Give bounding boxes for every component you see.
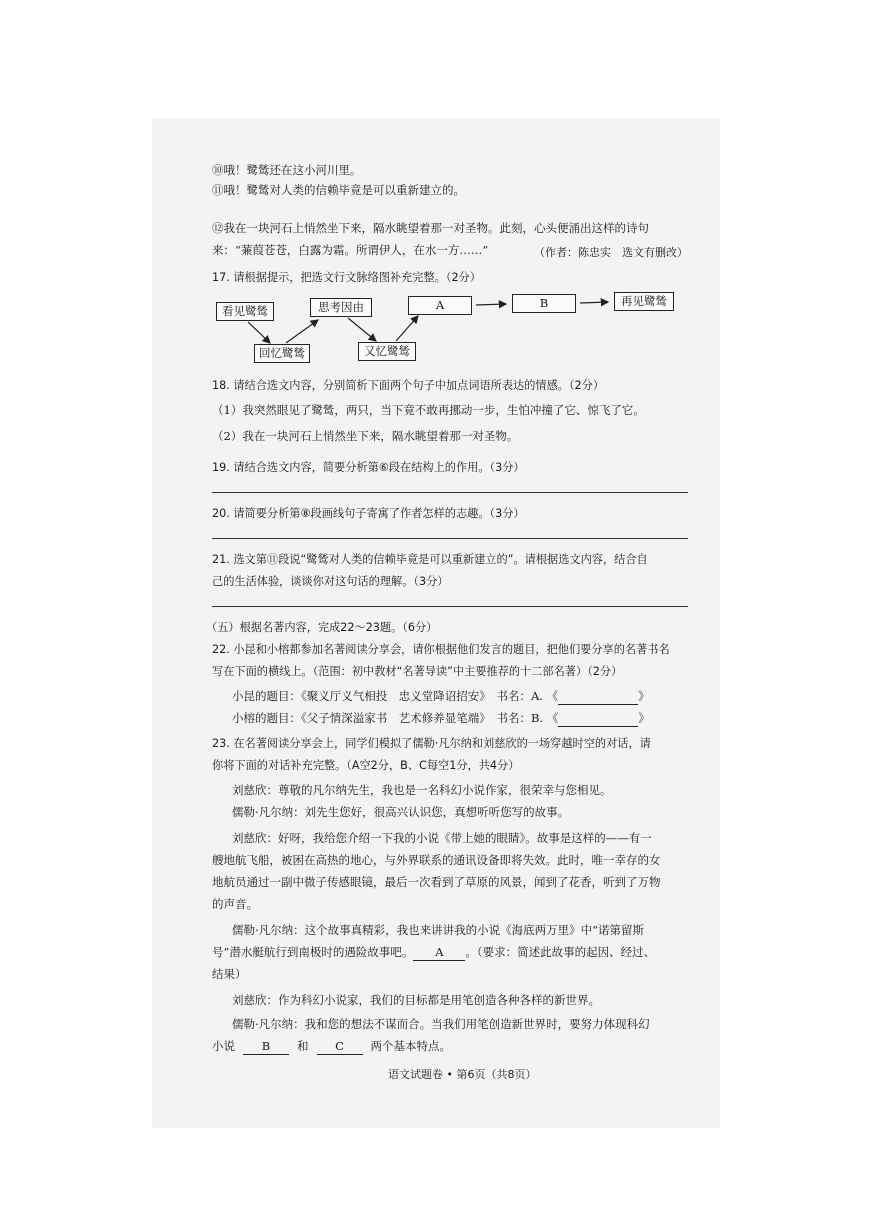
question-17: 17. 请根据提示，把选文行文脉络图补充完整。（2分） [212, 271, 481, 284]
passage-source: （作者：陈忠实 选文有删改） [534, 246, 688, 259]
flow-box-see-again: 再见鹭鸶 [614, 292, 674, 311]
passage-paragraph-12-line1: ⑫我在一块河石上悄然坐下来，隔水眺望着那一对圣物。此刻，心头便涌出这样的诗句 [212, 221, 649, 235]
arrow-recall-to-think [286, 320, 318, 343]
question-19: 19. 请结合选文内容，简要分析第⑥段在结构上的作用。（3分） [212, 461, 525, 474]
dialogue-blank-c[interactable]: C [317, 1038, 363, 1055]
dialogue-blank-a[interactable]: A [413, 944, 465, 961]
question-23-line2: 你将下面的对话补充完整。（A空2分，B、C每空1分，共4分） [212, 759, 520, 772]
dialogue-liu-2-line3: 地航员通过一副中微子传感眼镜，最后一次看到了草原的风景，闻到了花香，听到了万物 [212, 875, 661, 889]
dialogue-blank-b[interactable]: B [243, 1038, 289, 1055]
flow-box-recall: 回忆鹭鸶 [254, 344, 310, 363]
kun-title-text: 小昆的题目：《聚义厅义气相投 忠义堂降诏招安》 书名：A. 《 [232, 689, 559, 703]
dialogue-verne-2-line2 [212, 944, 655, 961]
question-21-line2: 己的生活体验，谈谈你对这句话的理解。（3分） [212, 575, 449, 588]
question-21-line1: 21. 选文第⑪段说“鹭鸶对人类的信赖毕竟是可以重新建立的”。请根据选文内容，结合自 [212, 553, 648, 566]
dialogue-liu-3: 刘慈欣：作为科幻小说家，我们的目标都是用笔创造各种各样的新世界。 [232, 993, 600, 1007]
dialogue-verne-1: 儒勒·凡尔纳：刘先生您好，很高兴认识您，真想听听您写的故事。 [232, 805, 570, 819]
arrow-b-to-see-again [580, 302, 608, 303]
dialogue-verne-3-line1: 儒勒·凡尔纳：我和您的想法不谋而合。当我们用笔创造新世界时，要努力体现科幻 [232, 1017, 650, 1031]
verne-2-text-pre: 号”潜水艇航行到南极时的遇险故事吧。 [212, 945, 414, 959]
page-footer: 语文试题卷 • 第6页（共8页） [388, 1068, 537, 1081]
answer-line-20 [212, 538, 688, 539]
flow-box-b: B [512, 294, 576, 313]
section-5-title: （五）根据名著内容，完成22～23题。（6分） [206, 621, 438, 634]
rong-title-text: 小榕的题目：《父子情深溢家书 艺术修养显笔端》 书名：B. 《 [232, 711, 559, 725]
arrow-recall-again-to-a [396, 316, 418, 341]
dialogue-liu-2-line2: 艘地航飞船，被困在高热的地心，与外界联系的通讯设备即将失效。此时，唯一幸存的女 [212, 853, 661, 867]
passage-paragraph-12-line2: 来：“蒹葭苍苍，白露为霜。所谓伊人，在水一方……” [212, 243, 489, 257]
dialogue-verne-3-line2 [212, 1038, 451, 1055]
arrow-see-to-recall [248, 322, 270, 343]
rong-close-bracket: 》 [638, 711, 650, 725]
question-22-rong [232, 710, 650, 727]
arrow-think-to-recall-again [348, 318, 376, 341]
question-18-sentence-1: （1）我突然眼见了鹭鸶，两只，当下竟不敢再挪动一步，生怕冲撞了它、惊飞了它。 [212, 403, 645, 417]
arrow-a-to-b [476, 304, 506, 305]
question-20: 20. 请简要分析第⑧段画线句子寄寓了作者怎样的志趣。（3分） [212, 507, 525, 520]
question-22-line1: 22. 小昆和小榕都参加名著阅读分享会，请你根据他们发言的题目，把他们要分享的名著书名 [212, 643, 670, 656]
verne-3-text-post: 两个基本特点。 [370, 1039, 451, 1053]
book-name-blank-a[interactable] [558, 688, 638, 705]
flow-box-recall-again: 又忆鹭鸶 [358, 342, 416, 361]
book-name-blank-b[interactable] [558, 710, 638, 727]
flow-box-see-egrets: 看见鹭鸶 [216, 302, 274, 321]
flow-box-a: A [408, 296, 472, 315]
passage-paragraph-11: ⑪哦！鹭鸶对人类的信赖毕竟是可以重新建立的。 [212, 183, 465, 197]
kun-close-bracket: 》 [638, 689, 650, 703]
verne-3-text-pre: 小说 [212, 1039, 235, 1053]
question-18-sentence-2: （2）我在一块河石上悄然坐下来，隔水眺望着那一对圣物。 [212, 429, 519, 443]
question-23-line1: 23. 在名著阅读分享会上，同学们模拟了儒勒·凡尔纳和刘慈欣的一场穿越时空的对话，请 [212, 737, 651, 750]
question-18: 18. 请结合选文内容，分别简析下面两个句子中加点词语所表达的情感。（2分） [212, 379, 605, 392]
question-22-line2: 写在下面的横线上。（范围：初中教材“名著导读”中主要推荐的十二部名著）（2分） [212, 665, 623, 678]
flow-box-think-reason: 思考因由 [310, 298, 372, 317]
dialogue-verne-2-line3: 结果） [212, 967, 247, 981]
dialogue-liu-2-line4: 的声音。 [212, 897, 258, 911]
answer-line-19 [212, 492, 688, 493]
dialogue-liu-2-line1: 刘慈欣：好呀，我给您介绍一下我的小说《带上她的眼睛》。故事是这样的——有一 [232, 831, 652, 845]
answer-line-21 [212, 606, 688, 607]
dialogue-liu-1: 刘慈欣：尊敬的凡尔纳先生，我也是一名科幻小说作家，很荣幸与您相见。 [232, 783, 612, 797]
passage-paragraph-10: ⑩哦！鹭鸶还在这小河川里。 [212, 163, 362, 177]
verne-2-text-post: 。（要求：简述此故事的起因、经过、 [465, 945, 656, 959]
question-22-kun [232, 688, 650, 705]
dialogue-verne-2-line1: 儒勒·凡尔纳：这个故事真精彩，我也来讲讲我的小说《海底两万里》中“诺第留斯 [232, 923, 645, 937]
verne-3-text-and: 和 [297, 1039, 309, 1053]
